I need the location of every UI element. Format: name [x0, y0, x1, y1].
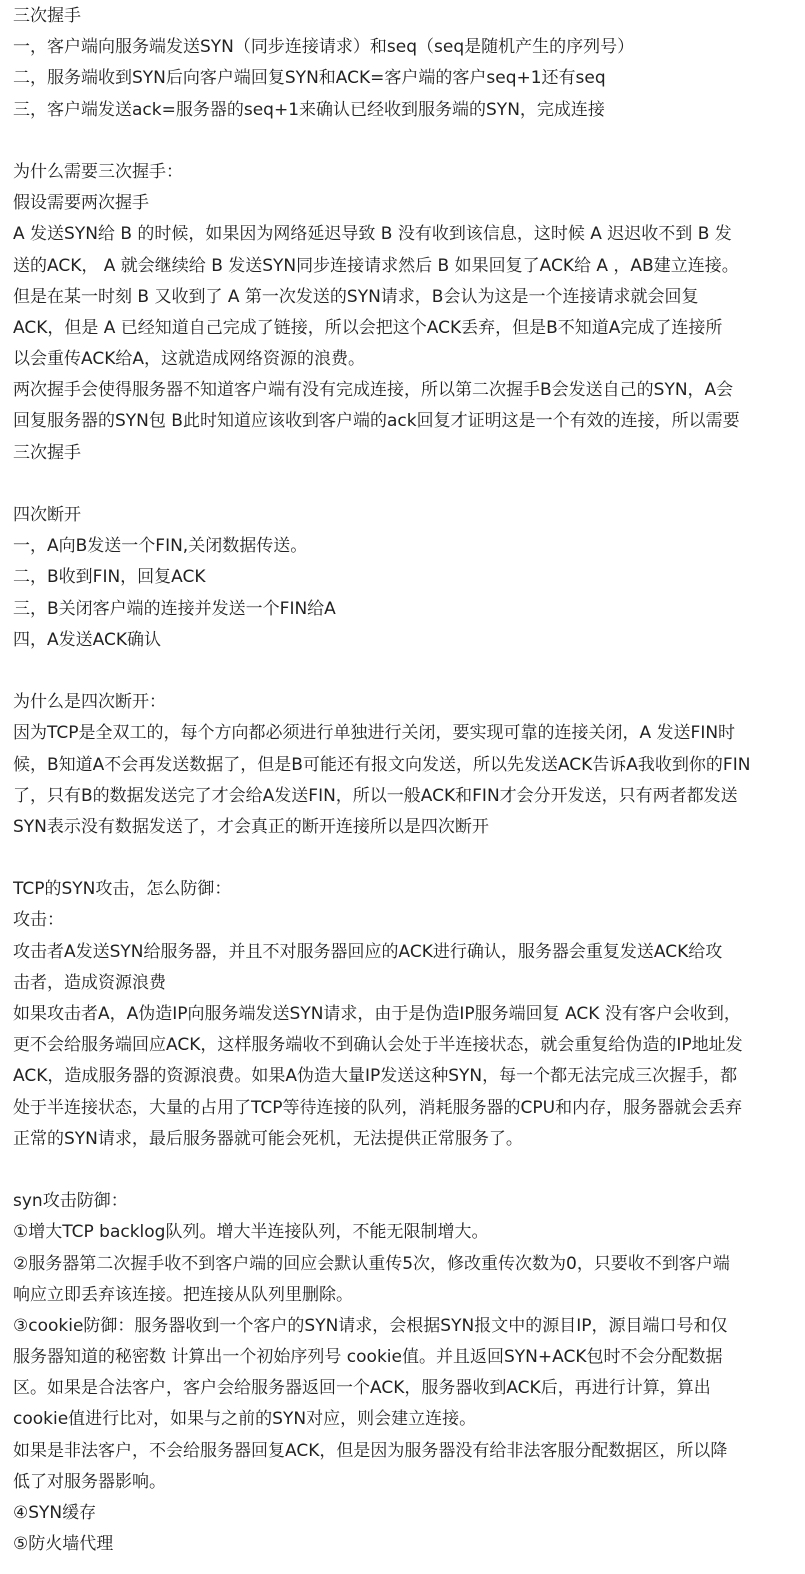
paragraph-line: ACK，造成服务器的资源浪费。如果A伪造大量IP发送这种SYN，每一个都无法完成三次握手，都 [13, 1066, 738, 1087]
defense-item: ⑤防火墙代理 [13, 1534, 114, 1555]
four-way-close-section [13, 500, 797, 656]
defense-item: 低了对服务器影响。 [13, 1471, 166, 1492]
paragraph-line: SYN表示没有数据发送了，才会真正的断开连接所以是四次断开 [13, 816, 489, 837]
handshake-step: 三，客户端发送ack=服务器的seq+1来确认已经收到服务端的SYN，完成连接 [13, 99, 605, 120]
paragraph-line: 但是在某一时刻 B 又收到了 A 第一次发送的SYN请求，B会认为这是一个连接请求就会回复 [13, 286, 699, 307]
close-step: 一，A向B发送一个FIN,关闭数据传送。 [13, 536, 308, 557]
defense-item: ③cookie防御：服务器收到一个客户的SYN请求，会根据SYN报文中的源目IP，源目端口号和仅 [13, 1315, 728, 1336]
close-step: 三，B关闭客户端的连接并发送一个FIN给A [13, 598, 336, 619]
paragraph-line: 正常的SYN请求，最后服务器就可能会死机，无法提供正常服务了。 [13, 1128, 523, 1149]
why-four-way-section [13, 687, 797, 843]
syn-attack-section [13, 874, 797, 1155]
blank-line [13, 656, 797, 687]
section-title-why-four-way: 为什么是四次断开： [13, 692, 166, 713]
paragraph-line: 三次握手 [13, 442, 81, 463]
blank-line [13, 843, 797, 874]
defense-item: cookie值进行比对，如果与之前的SYN对应，则会建立连接。 [13, 1409, 477, 1430]
section-title-syn-attack: TCP的SYN攻击，怎么防御： [13, 879, 232, 900]
blank-line [13, 1155, 797, 1186]
defense-item: 服务器知道的秘密数 计算出一个初始序列号 cookie值。并且返回SYN+ACK包时不会分配数据 [13, 1347, 723, 1368]
defense-item: 响应立即丢弃该连接。把连接从队列里删除。 [13, 1284, 353, 1305]
paragraph-line: 因为TCP是全双工的，每个方向都必须进行单独进行关闭，要实现可靠的连接关闭，A 发送FIN时 [13, 723, 736, 744]
paragraph-line: 攻击者A发送SYN给服务器，并且不对服务器回应的ACK进行确认，服务器会重复发送ACK给攻 [13, 941, 723, 962]
paragraph-line: 更不会给服务端回应ACK，这样服务端收不到确认会处于半连接状态，就会重复给伪造的IP地址发 [13, 1035, 743, 1056]
section-title-three-way-handshake: 三次握手 [13, 6, 81, 26]
defense-item: 区。如果是合法客户，客户会给服务器返回一个ACK，服务器收到ACK后，再进行计算，算出 [13, 1378, 711, 1399]
handshake-step: 二，服务端收到SYN后向客户端回复SYN和ACK=客户端的客户seq+1还有seq [13, 68, 606, 89]
paragraph-line: 以会重传ACK给A，这就造成网络资源的浪费。 [13, 349, 365, 370]
paragraph-line: A 发送SYN给 B 的时候，如果因为网络延迟导致 B 没有收到该信息，这时候 A 迟迟收不到 B 发 [13, 224, 732, 245]
section-title-four-way-close: 四次断开 [13, 505, 81, 525]
paragraph-line: 如果攻击者A，A伪造IP向服务端发送SYN请求，由于是伪造IP服务端回复 ACK 没有客户会收到， [13, 1004, 741, 1024]
defense-item: ①增大TCP backlog队列。增大半连接队列，不能无限制增大。 [13, 1222, 489, 1243]
blank-line [13, 126, 797, 157]
paragraph-line: 两次握手会使得服务器不知道客户端有没有完成连接，所以第二次握手B会发送自己的SYN，A会 [13, 380, 734, 401]
paragraph-line: 处于半连接状态，大量的占用了TCP等待连接的队列，消耗服务器的CPU和内存，服务器就会丢弃 [13, 1097, 743, 1118]
paragraph-line: 了，只有B的数据发送完了才会给A发送FIN，所以一般ACK和FIN才会分开发送，只有两者都发送 [13, 785, 738, 806]
paragraph-line: ACK，但是 A 已经知道自己完成了链接，所以会把这个ACK丢弃，但是B不知道A完成了连接所 [13, 317, 723, 338]
blank-line [13, 469, 797, 500]
paragraph-line: 回复服务器的SYN包 B此时知道应该收到客户端的ack回复才证明这是一个有效的连接，所以需要 [13, 411, 740, 432]
paragraph-line: 送的ACK， A 就会继续给 B 发送SYN同步连接请求然后 B 如果回复了ACK给 A ，AB建立连接。 [13, 255, 739, 276]
paragraph-line: 假设需要两次握手 [13, 193, 149, 214]
syn-defense-section [13, 1186, 797, 1560]
defense-item: ④SYN缓存 [13, 1503, 97, 1523]
close-step: 四，A发送ACK确认 [13, 629, 161, 650]
defense-item: ②服务器第二次握手收不到客户端的回应会默认重传5次，修改重传次数为0，只要收不到客户端 [13, 1253, 730, 1274]
paragraph-line: 攻击： [13, 910, 64, 931]
close-step: 二，B收到FIN，回复ACK [13, 567, 206, 588]
paragraph-line: 击者，造成资源浪费 [13, 972, 166, 993]
handshake-step: 一，客户端向服务端发送SYN（同步连接请求）和seq（seq是随机产生的序列号） [13, 37, 635, 58]
section-title-why-three-way: 为什么需要三次握手： [13, 161, 183, 182]
section-title-syn-defense: syn攻击防御： [13, 1191, 128, 1212]
three-way-handshake-section [13, 1, 797, 126]
paragraph-line: 候，B知道A不会再发送数据了，但是B可能还有报文向发送，所以先发送ACK告诉A我收到你的FIN [13, 754, 751, 775]
why-three-way-section [13, 157, 797, 469]
defense-item: 如果是非法客户，不会给服务器回复ACK，但是因为服务器没有给非法客服分配数据区，所以降 [13, 1440, 728, 1461]
